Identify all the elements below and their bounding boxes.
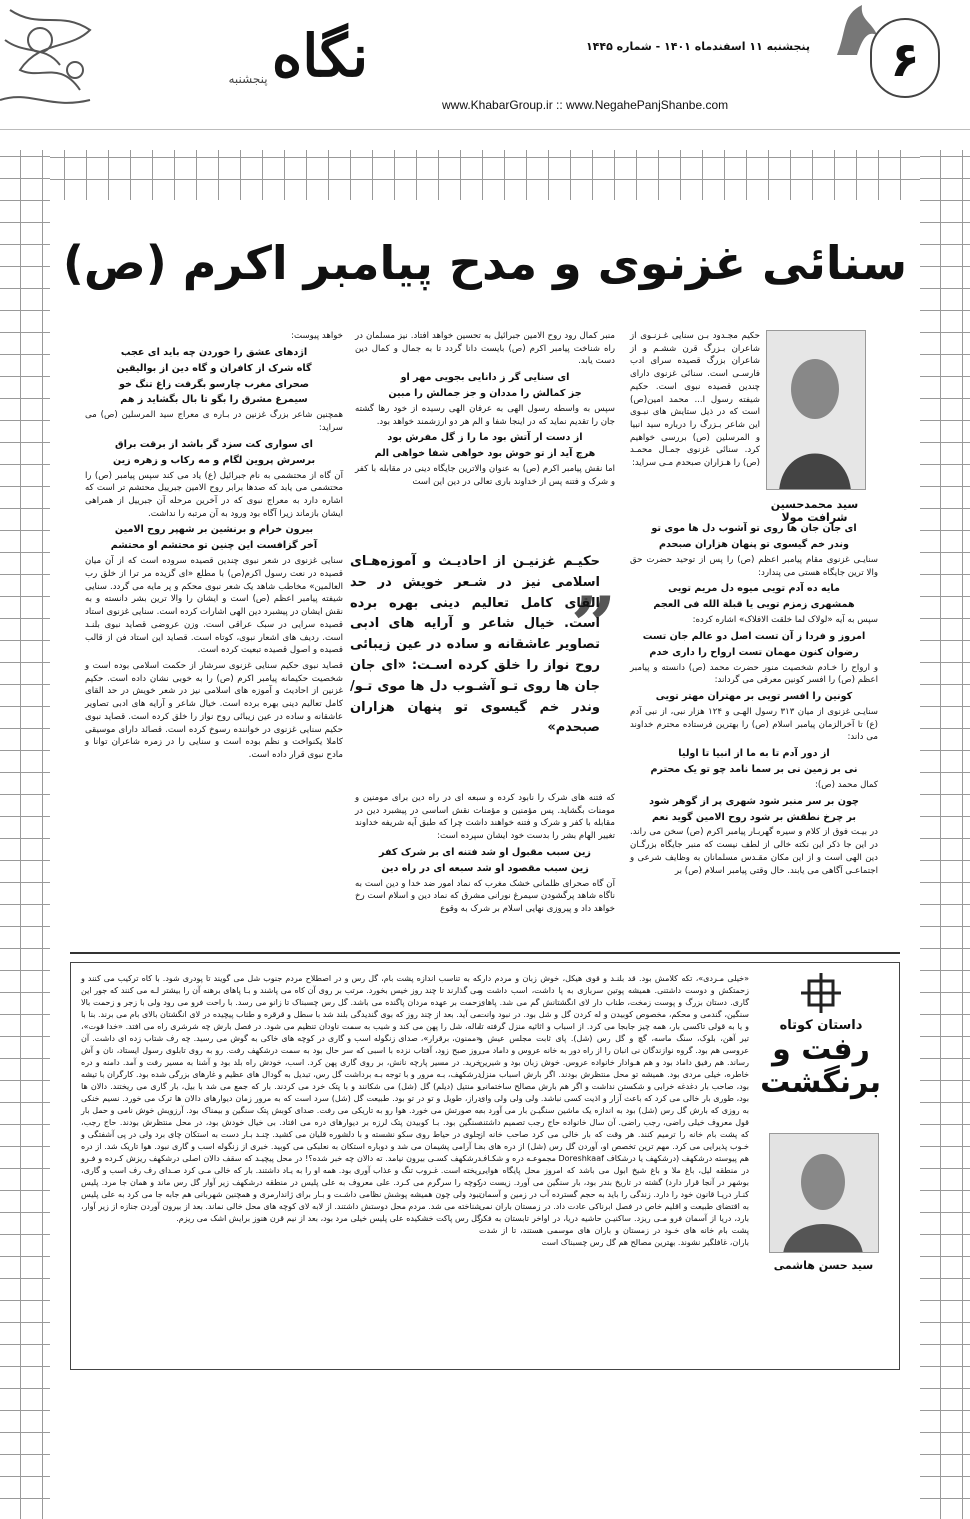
story-title: رفت و برنگشت: [760, 1031, 881, 1100]
verse-line: از دور آدم تا به ما از انبیا تا اولیا: [678, 748, 830, 760]
paragraph: سپس به آیه «لولاک لما خلقت الافلاک» اشاره کرده:: [692, 615, 878, 626]
paragraph: سنایـی غزنوی از میان ۳۱۳ رسول الهـی و ۱۲۴ هزار نبی، از نبی آدم (ع) تا آخرالزمان پیامبر اسلام (ص) را بهترین فرستاده محترم خداوند می داند:: [630, 706, 879, 743]
verse-line: برسرش پروین لگام و مه رکاب و زهره زین: [112, 454, 316, 466]
paragraph: «خیلی مـردی»، تکه کلامش بود. قد بلنـد و قوی هیکل، خوش زبان و مردم دار، زحمتکش و دوست داشتنی. همیشه پوتین سربازی به پا داشت، اسب داشت و گاری. دستان بزرگ و پوست زمخت، طناب دار لای انگشتانش گم می شد. پاهای سنگین، گندمی و محکم، مخصوص کوبیدن و له کردن گل و شل بود. در نبود وانت و یا به قولی تاکسی بار، همه چیز جابجا می کرد. از اسباب و اثاثیه منزل گرفته تا تیر آهن، بلوک، سنگ ماسه، گچ و گل رس (شل). پای ثابت مجلس عیش و عروسی هم بود. گروه نوازندگان نی انبان را از راه دور به خانه عروس و داماد می رساند. هم رفیق داماد بود و هم هـوادار خانواده عروس. خوش زبان بود و شیرین خاطره، خیلی مردی بود. همیشه تو محل منتظرش بودند. اگر بارش اسباب منزل بود، صاحب بار دغدغه خرابی و شکستن نداشت و اگر هم بارش مصالح ساختمانی بود، طوری بار خالی می کرد که باعث آزار و اذیت کسی نباشد. ولی ولی ولی وای به روزی که بارش گل رس (شل) بود به اندازه یک ماشین سنگیـن بار می آورد به قول معروف خیلی راضی، رجب راضی. آن سال خانواده حاج رجب تصمیم داشتند که پشت بام خانه را ترمیم کنند. هر وقت که بار خالی می کرد صاحب خانه از خـوب پذیرایی می کرد. مهم ترین تخصص او، آوردن گل رس (شل) از دره های به هم پیوسته درشکهف (درشکهف یا درشکاف Doreshkaaf مجموعـه دره و شکـاف در منطقه لیل، باغ ملا و باغ شیخ ابول می باشد که امروز محل پایگاه هوایی بوشهر در آنجا قرار دارد) گشته در تاریخ بندر بود، بار سنگین می آورد. زیست در کنـار دریـا قانون خود را دارد. زندگی را باید به حجم گسترده آب در زمین و آسمان به اقتضای طبیعت و اقلیم خاص در فصل ابرناکی عادت داد. در زمستان باران نمی بارد، دریا از آسمان فرو مـی ریزد. ساکنیـن حاشیه دریا، در اواخر تابستان به فکر پشت بام خانه های خـود در زمستان و باران های موسمی هستند، تا از شدت باران، غافلگیر نشوند. بهترین مصالح هم گل رس چسبناک است: [479, 974, 749, 1247]
paragraph: منبر کمال رود روح الامین جبرائیل به تحسین خواهد افتاد. نیز مسلمان در راه شناخت پیامبر اکرم (ص) بایست دانا گردد تا به جمال و کمال دین دست یابد.: [355, 331, 615, 367]
paragraph: که به تناسب اندازه پشت بام، گل رس و در اصطلاح مردم جنوب شل می گویند تا پودری شود. با کاه ترکیب می کنند و می گذارند تا چند روز خیس بخورد. مرتب بر روی آن کاه می پاشند و بـا پاهای برهنه آن را بیشتر لـه می کنند که جور این زحمت بر عهده مردان پاگنده می باشد. گل رس چسبناک تا زانو می رسد. با راحت فرو می رود ولی با زجر و زحمت بالا می آید. بعد از چند روز که بوی گندیدگی بلند شد با سطل و قرقره و طناب پیچیده در لای انگشتان بالای بام می برند. بنا با ماله، شل را پهن می کند و شیب به سمت ناودان تنظیم می شود. در فصل بارش چه شرشری راه می افتد. «خدا قوت»، «ممنون، برقرار»، صدای زنگوله اسب و گاری در کوچه های خاکی به گوش می رسید. چه رف شتاب زده ای داشت. آن روز صبح زود، آفتاب نزده با اسبی که سر حال بود به سمت درشکهف رفت. رو به روی تابلوی رسول ایستاد، نان و آش خرید. در مسیر پارچه نانش، بر روی گاری پهن کرد. اسب، خودش راه بلد بود و آشنا به مسیر رفت و آمد. دامنه و دره درشکهف، بـه مرور و با توجه بـه برداشت گل رس، تبدیل به گودال های عظیم و غارهای بزرگی شده بود. کارگران با تیشه و منتیل (دیلم) گل (شل) می شکانند و با پتک خرد می کردند. بار که جمع می شد با بیل، بار گاری می ریختند. دالان ها دراز، طویل و تو در تو بود. طبیعت گل (شل) سرد است که به مرور زمان دیوارهای دالان ها ترک می خورد. نسیم خنکی به صورتش می خورد. هوا رو به تاریکی می رفت. صدای کوبش پتک سنگین و بیمناک بود. آرزویش خوش نامی و حمل بار سنگین بود. بـا کوبیدن پتک لرزه بر دیوارهای دره می افتاد. بی خیال خودش بود، در محل منتظرش بودند. حاج رجب، جلوی در حیاط روی سکو نشسته و با دلشوره قلیان می کشید. چنـد بـار دست به استکان چای برد ولی در پی آشفتگی و نـا آرامی پشیمان می شد و دوباره استکان به نعلبکی می کوبید. خبری از زنگوله اسب و گاری نبود. هوا تاریک شد. از دره درشکهف کسـی بیرون نیامد. ته دالان چه خبر شده؟! در محل پیچیـد که سقف دالان اصلی درشکهف ریزش کـرده و فـرو ریخته است. غـروب تنگ و عذاب آوری بود. همه او را به یـاد داشتند. بار که خالی مـی کرد صـدای رف رف اسب و گاری، کوچه را سرگرم می کـرد. علی معروف به علی پلیس در منطقه درشکهف زیر آوار گل رس ماند و همان جا مرد. پلیس نبود ولی چون همیشه پوشش نظامی داشـت و بـار برای ژاندارمری و همچنین شهربانی هم جابه جا می کرد به علی پلیس شناخته می شد. مردم محل دوستش داشتند. از لابه لای کوچه های محل خالی نماند. بعد از بیرون آوردن جنازه از زیر آوار، گل رس پاکت خشکیده علی پلیس خیلی مرد بود، بعد از نیم قرن هنوز برایش اشک می ریزم.: [81, 974, 481, 1223]
verse-line: رضوان کنون مهمان تست ارواح را داری خدم: [649, 646, 859, 658]
logo: [110, 8, 370, 118]
story-header: [761, 973, 881, 1099]
paragraph: همچنین شاعر بزرگ غزنین در بـاره ی معراج سید المرسلین (ص) می سراید:: [85, 410, 343, 434]
person-icon: [769, 1134, 878, 1253]
verse-line: آخر گزافست این چنین تو محتشم او محتشم: [110, 540, 318, 552]
person-icon: [766, 331, 865, 490]
verse-line: امروز و فردا ز آن تست اصل دو عالم جان تست: [642, 630, 866, 642]
paragraph: آن گاه از محتشمی به نام جبرائیل (ع) یاد می کند سپس پیامبر (ص) را محتشمی می یابد که صدها برابر روح الامین جبرییل محتشم تر است که اشاره دارد به معراج نبوی که در آخرین مرحله آن جبرییل از همراهی ایشان بازماند زیرا آگاه بود ورود به آن مرتبه را نداشت.: [85, 470, 343, 519]
verse-line: زین سبب مقصود او شد سبعه ای در راه دین: [381, 862, 589, 874]
article-column-1-intro: [630, 330, 760, 473]
verse-line: مایه ده آدم تویی میوه دل مریم تویی: [668, 583, 840, 595]
verse-line: اژدهای عشق را خوردن چه باید ای عجب: [120, 346, 308, 358]
article-title: سنائی غزنوی و مدح پیامبر اکرم (ص): [62, 236, 908, 290]
article-author: سید محمدحسین شرافت مولا: [770, 498, 859, 524]
verse-line: همشهری زمزم تویی یا قبلة الله فی العجم: [653, 599, 855, 611]
paragraph: و ارواح را خـادم شخصیت منور حضرت محمد (ص) دانسته و پیامبر اعظم (ص) را افسر کونین معرفی می گرداند:: [630, 662, 878, 686]
verse-line: جز کمالش را مددان و جز جمالش را مبین: [388, 388, 582, 400]
paragraph: اما نقش پیامبر اکرم (ص) به عنوان والاترین جایگاه دینی در مقابله با کفر و شرک و فتنه پس از خداوند باری تعالی در دین این است: [355, 464, 615, 487]
logo-text: نگاه: [271, 22, 369, 90]
verse-line: ای سواری کت سزد گر باشد از برقت براق: [115, 438, 313, 450]
issue-dateline: پنجشنبه ۱۱ اسفندماه ۱۴۰۱ - شماره ۱۴۴۵: [585, 40, 810, 53]
paragraph: سنایی غزنوی در شعر نبوی چندین قصیده سروده است که از آن میان قصیده در نعت رسول اکرم(ص) با مطلع «ای گزیده مر ترا از خلق رب العالمین» مخاطب شاهد یک شعر نبوی محکم و پر مایه می گردد. سنایی شیفته پیامبر اعظم (ص) است و ایشان را والا ترین بشر دانسته و به نقش ایشان در پیشبرد دین الهی اشارات کرده است. سنایی غزنوی استاد قصیده سرایی در سبک عراقی است. وزن عروضی قصاید نبوی بلنـد است. ردیف های اشعار نبوی، کوتاه است. قصاید این استاد فن از قالب قصیده و اصول قصیده تبعیت کرده است.: [85, 556, 343, 656]
pattern-border-right: [920, 150, 970, 1519]
verse-line: از دست ار آتش بود ما را ز گل مفرش بود: [387, 432, 583, 444]
paragraph: قصاید نبوی حکیم سنایی غزنوی سرشار از حکمت اسلامی بوده است و شخصیت حکیمانه پیامبر اکرم (ص) را به خوبی نشان داده است. حکیم غزنین از احادیث و آموزه های اسلامی نیز در شعر خویش در حد القای کامل تعالیم دینی بهره برده است. خیال شاعر و آرایه های ادبی تصاویر عاشقانه و ساده در عین زیبائی روح نواز را خلق کرده است. قصاید نبوی حکیم سنایی غزنوی در خواننده رسوخ کرده است. قصائد دارای موسیقی کاملا یکنواخت و نظم بوده است و سنایی را در زمره شاعران توانا و مادح نبوی قرار داده است.: [85, 661, 343, 761]
pull-quote: حکیـم غزنیـن از احادیـث و آموزه‌هـای اسلامی نیز در شـعر خویش در حد القای کامل تعالیم دینی بهره برده است. خیال شاعر و آرایه های ادبی تصاویر عاشقانه و ساده در عین زیبائی روح نواز را خلق کرده اسـت: «ای جان جان ها روی تـو آشـوب دل ها موی تـو/ وندر خم گیسوی تو پنهان هزاران صبحدم»: [350, 554, 600, 736]
verse-line: زین سبب مقبول او شد فتنه ای بر شرک کفر: [379, 846, 591, 858]
page-header: [0, 0, 970, 130]
verse-line: بیرون خرام و برنشین بر شهپر روح الامین: [114, 524, 314, 536]
paragraph: که فتنه های شرک را نابود کرده و سبعه ای در راه دین برای مومنین و مومنات بگشاید. پس مؤمنین و مؤمنات نقش اساسی در پیشبرد دین در مقابله با کفر و شرک و فتنه خواهند داشت چرا که طبق آیه شریفه خداوند تغییر الهام بشر را بدست خود ایشان سپرده است:: [355, 793, 615, 842]
verse-line: گاه شرک از کافران و گاه دین از بوالیقین: [116, 362, 312, 374]
website-links[interactable]: www.KhabarGroup.ir :: www.NegahePanjShanbe.com: [442, 98, 729, 112]
paragraph: سپس به واسطه رسول الهی به عرفان الهی رسیده از خود رها گشته جان را تقدیم نماید که در اینجا شفا و الم هر دو ارزشمند خواهد بود.: [355, 403, 615, 427]
short-story-box: [70, 962, 900, 1370]
article-column-3: [85, 330, 343, 765]
section-divider: [70, 952, 900, 954]
story-author: سید حسن هاشمی: [773, 1259, 874, 1272]
verse-line: چون بر سر منبر شود شهری پر از گوهر شود: [649, 795, 859, 807]
verse-line: سیمرغ مشرق را بگو تا بال بگشاید ز هم: [120, 394, 308, 406]
pattern-border-left: [0, 150, 50, 1519]
paragraph: سنایـی غزنوی مقام پیامبر اعظم (ص) را پس از توحید حضرت حق والا ترین جایگاه هستی می پندارد:: [630, 554, 878, 578]
author-photo: [766, 330, 866, 490]
page-number: ۶: [870, 18, 940, 98]
paragraph: حکیم مجـدود بـن سنایی غـزنـوی از شاعران بـزرگ قرن ششـم و از شاعران بزرگ قصیده سرای ادب فارسـی است. سنائی غزنوی دارای چندین قصیده نبوی است. حکیم شیفته رسول ا... محمد امین(ص) است که در ذیل ستایش های نبـوی این شاعر بـزرگ را درباره سید انبیا و المرسلین (ص) بررسی خواهیم کرد. سنائی غزنوی جمـال محمـد (ص) را هـزاران صبحدم مـی سراید:: [630, 331, 760, 469]
paragraph: کمال محمد (ص):: [814, 779, 878, 790]
verse-line: صحرای مغرب چارسو بگرفت زاغ تنگ خو: [119, 378, 309, 390]
article-column-1: [630, 520, 878, 880]
verse-line: ای سنایی گر ز دانایی بجویی مهر او: [400, 372, 570, 384]
article-column-2-bottom: [355, 792, 615, 919]
story-column-1: [479, 973, 749, 1252]
verse-line: ای جان جان ها روی تو آشوب دل ها موی تو: [651, 523, 857, 534]
story-label: داستان کوتاه: [779, 1017, 863, 1033]
verse-line: وندر خم گیسوی تو پنهان هزاران صبحدم: [658, 538, 849, 550]
ornament-icon: [0, 0, 120, 125]
paragraph: در بیـت فوق از کلام و سیره گهربـار پیامبر اکرم (ص) سخن می راند. در این جا ذکر این نکته خالی از لطف نیست که منبر جایگاه بزرگـان دین الهی است و از این مکان مقـدس مسلمانان به وظایف شرعی و اجتماعـی آگاهی می یابند. حال وقتی پیامبر اسلام (ص) بر: [630, 827, 878, 876]
paragraph: آن گاه صحرای ظلمانی خشک مغرب که نماد امور ضد خدا و دین است به ناگاه شاهد پرگشودن سیمرغ نورانی مشرق که نماد دین و اسلام است رخ خواهد داد و پیروزی نهایی اسلام بر شرک به وقوع: [355, 878, 615, 915]
article-column-2-top: [355, 330, 615, 492]
verse-line: کونین را افسر تویی بر مهتران مهتر تویی: [655, 691, 853, 703]
story-author-photo: [769, 1133, 879, 1253]
knot-icon: [801, 973, 841, 1013]
paragraph: خواهد پیوست:: [291, 331, 343, 341]
verse-line: بر چرخ نطقش بر شود روح الامین گوید نعم: [651, 811, 857, 823]
pattern-border-top: [0, 150, 970, 200]
logo-subtitle: پنجشنبه: [228, 72, 268, 86]
quote-mark-icon: „: [572, 533, 619, 627]
verse-line: نی بر زمین نی بر سما نامد چو تو یک محترم: [650, 764, 858, 775]
verse-line: هرچ آید از تو خوش بود خواهی شفا خواهی الم: [374, 448, 596, 460]
story-column-2: [81, 973, 481, 1228]
